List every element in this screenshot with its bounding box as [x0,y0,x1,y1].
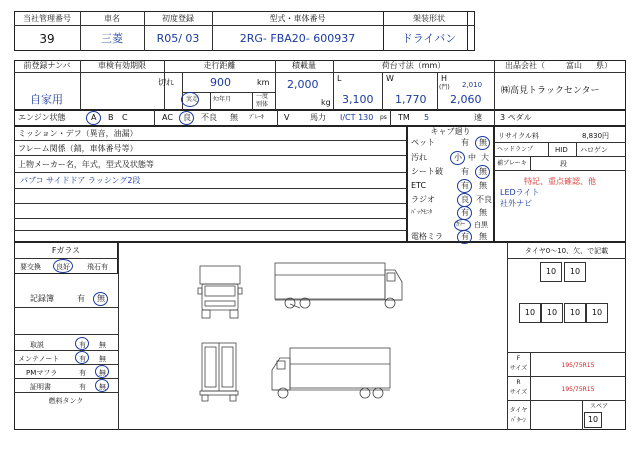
tire-pattern-label-2: ﾊﾟﾀｰﾝ [510,417,526,424]
voltage-label: V [284,113,290,122]
headlamp-halogen: ハロゲン [580,146,608,154]
ac-label: AC [162,113,173,122]
length-value: 3,100 [342,93,374,106]
tire-front-size: 195/75R15 [561,362,595,369]
record-book-circle [93,292,108,306]
ac-none: 無 [230,113,238,122]
certificate-no: 無 [99,383,106,391]
mileage-label: 走行距離 [203,61,236,70]
upper-body-value: パブコ サイドドア ラッシング2段 [20,176,141,185]
cab-pet-circle [475,136,490,150]
height-top-value: 2,010 [462,81,483,89]
meter-opt-separate: 別体 [256,101,269,108]
cab-radio-circle [457,193,472,207]
pm-muffler-yes: 有 [79,369,86,377]
cab-pet-no: 無 [479,138,487,147]
headlamp-label: ヘッドランプ [497,146,534,153]
tire-rear-size: 195/75R15 [561,386,595,393]
cab-mirror-label: 電格ミラ [411,232,443,241]
certificate-yes: 有 [79,383,86,391]
maint-note-label: メンテノート [18,355,60,363]
brake-label: ﾌﾞﾚｰｷ [249,114,265,121]
pm-muffler-label: PMマフラ [26,369,58,377]
tire-rear-right-inner: 10 [564,303,586,323]
glass-title: Fガラス [51,246,81,255]
cab-color-bw: 白黒 [474,221,488,229]
cab-title: キャブ廻り [430,127,471,136]
cab-monitor-no: 無 [479,208,487,217]
cab-pet-label: ペット [411,138,435,147]
tire-rear-left-outer: 10 [519,303,541,323]
recycle-label: リサイクル料 [498,132,540,140]
special-note-led: LEDライト [500,188,540,197]
cab-seat-circle [475,165,490,179]
manual-yes: 有 [79,341,86,349]
header-label-firstreg: 初度登録 [162,14,194,23]
cab-dirt-small: 小 [454,153,462,162]
cab-mirror-no: 無 [479,232,487,241]
dealer-label: 出品会社（ [505,61,545,70]
cab-dirt-mid: 中 [468,153,476,162]
engine-grade-b: B [108,113,114,122]
aux-brake-label: 補ブレーキ [497,160,527,167]
cab-etc-circle [457,179,472,193]
height-sub-label: (門) [439,84,450,91]
cab-dirt-large: 大 [481,153,489,162]
tire-r-size-label: サイズ [509,389,528,396]
dealer-suffix: 県） [596,61,612,70]
length-label: L [337,74,342,83]
tire-rear-right-outer: 10 [586,303,608,323]
prev-plate-label: 前登録ナンバ [23,61,71,70]
cab-mirror-yes: 有 [461,232,469,241]
tire-pattern-label-1: タイヤ [509,407,528,414]
aux-brake-value: 段 [560,160,567,168]
certificate-circle [95,379,109,392]
width-label: W [386,74,394,83]
tire-title: タイヤ0～10、欠、で記載 [524,247,609,255]
tire-r-label: R [516,379,521,386]
ps-unit: ps [380,114,387,121]
cab-seat-label: シート破 [411,167,443,176]
manual-no: 無 [99,341,106,349]
tire-front-left: 10 [540,262,562,282]
glass-replace: 要交換 [20,263,41,271]
cab-radio-bad: 不良 [476,195,492,204]
special-notes-title: 特記、重点確認、他 [524,177,596,186]
dealer-name: ㈱高見トラックセンター [501,86,600,96]
expire-label: 切れ [158,78,174,87]
cab-etc-no: 無 [479,181,487,190]
header-label-mgmt: 当社管理番号 [23,14,71,23]
mgmt-number: 39 [39,32,55,46]
dealer-pref: 富山 [566,61,582,70]
ac-bad: 不良 [201,113,217,122]
cab-seat-yes: 有 [461,167,469,176]
recycle-value: 8,830円 [582,132,610,140]
tm-label: TM [398,113,410,122]
body-type: ドライバン [401,32,457,45]
engine-grade-a: A [91,113,97,122]
pm-muffler-circle [95,365,109,378]
record-book-label: 記録簿 [30,294,54,303]
maint-note-no: 無 [99,355,106,363]
glass-chip: 飛石有 [87,263,108,271]
tm-value: 5 [424,113,430,122]
manual-label: 取説 [30,341,44,349]
cab-dirt-label: 汚れ [411,153,427,162]
tire-f-size-label: サイズ [509,365,528,372]
frame-label: フレーム関係（錆，車体番号等） [18,144,138,153]
glass-good-circle [53,259,73,273]
model-chassis-number: 2RG- FBA20- 600937 [239,32,356,45]
tire-f-label: F [516,355,521,362]
inspection-label: 車検有効期限 [98,61,146,70]
special-note-navi: 社外ナビ [500,199,532,208]
spare-label: スペア [590,403,609,410]
capacity-value: 2,000 [287,78,319,91]
record-book-yes: 有 [77,294,85,303]
first-registration: R05/ 03 [156,32,200,45]
fuel-tank-label: 燃料タンク [48,397,84,405]
glass-good: 良好 [56,263,70,271]
cab-dirt-circle [450,151,465,165]
upper-body-label: 上物メーカー名，年式，型式及状態等 [18,160,154,169]
mission-label: ミッション・デフ（異音，油漏） [18,129,138,138]
height-value: 2,060 [450,93,482,106]
power-value: I/CT 130 [340,113,374,122]
cab-monitor-label: ﾊﾞｯｸﾓﾆﾀ [411,209,433,216]
tire-front-right: 10 [564,262,586,282]
ac-good-circle [179,111,194,125]
mileage-value: 900 [210,76,231,89]
tm-unit: 速 [474,113,482,122]
cab-etc-yes: 有 [461,181,469,190]
cab-seat-no: 無 [479,167,487,176]
cab-radio-label: ラジオ [411,195,435,204]
header-label-carname: 車名 [104,14,120,23]
engine-grade-a-circle [86,111,101,125]
usage-type: 自家用 [30,93,63,106]
width-value: 1,770 [395,93,427,106]
height-label: H [441,74,448,83]
cargo-dims-label: 荷台寸法（mm） [381,61,446,70]
meter-opt-tacho: ﾀｺ年月 [213,96,232,103]
meter-opt-once: 一度 [256,93,269,100]
maint-note-yes: 有 [79,355,86,363]
headlamp-hid: HID [555,146,568,154]
ac-good: 良 [183,113,191,122]
spare-tire: 10 [584,412,602,428]
km-unit: km [257,78,270,87]
certificate-label: 証明書 [30,383,51,391]
pm-muffler-no: 無 [99,369,106,377]
tire-rear-left-inner: 10 [541,303,563,323]
cab-monitor-circle [457,206,472,220]
cab-pet-yes: 有 [461,138,469,147]
header-label-model: 型式・車体番号 [269,14,326,23]
kg-unit: kg [321,98,331,107]
maint-note-circle [75,351,89,364]
cab-radio-good: 良 [461,195,469,204]
cab-etc-label: ETC [411,181,427,190]
cab-monitor-yes: 有 [461,208,469,217]
manual-circle [75,337,89,350]
record-book-no: 無 [97,294,105,303]
power-label: 馬力 [310,113,326,122]
engine-label: エンジン状態 [18,113,66,122]
header-label-body: 架装形状 [413,14,445,23]
meter-actual-circle [181,92,199,107]
car-name: 三菱 [101,32,123,45]
truck-diagram [180,248,420,413]
capacity-label: 積載量 [292,61,316,70]
meter-opt-actual: 実走 [186,96,199,103]
engine-grade-c: C [122,113,128,122]
pedal-type: 3 ペダル [500,113,532,122]
cab-color-label: ｶﾗｰ [456,221,466,228]
